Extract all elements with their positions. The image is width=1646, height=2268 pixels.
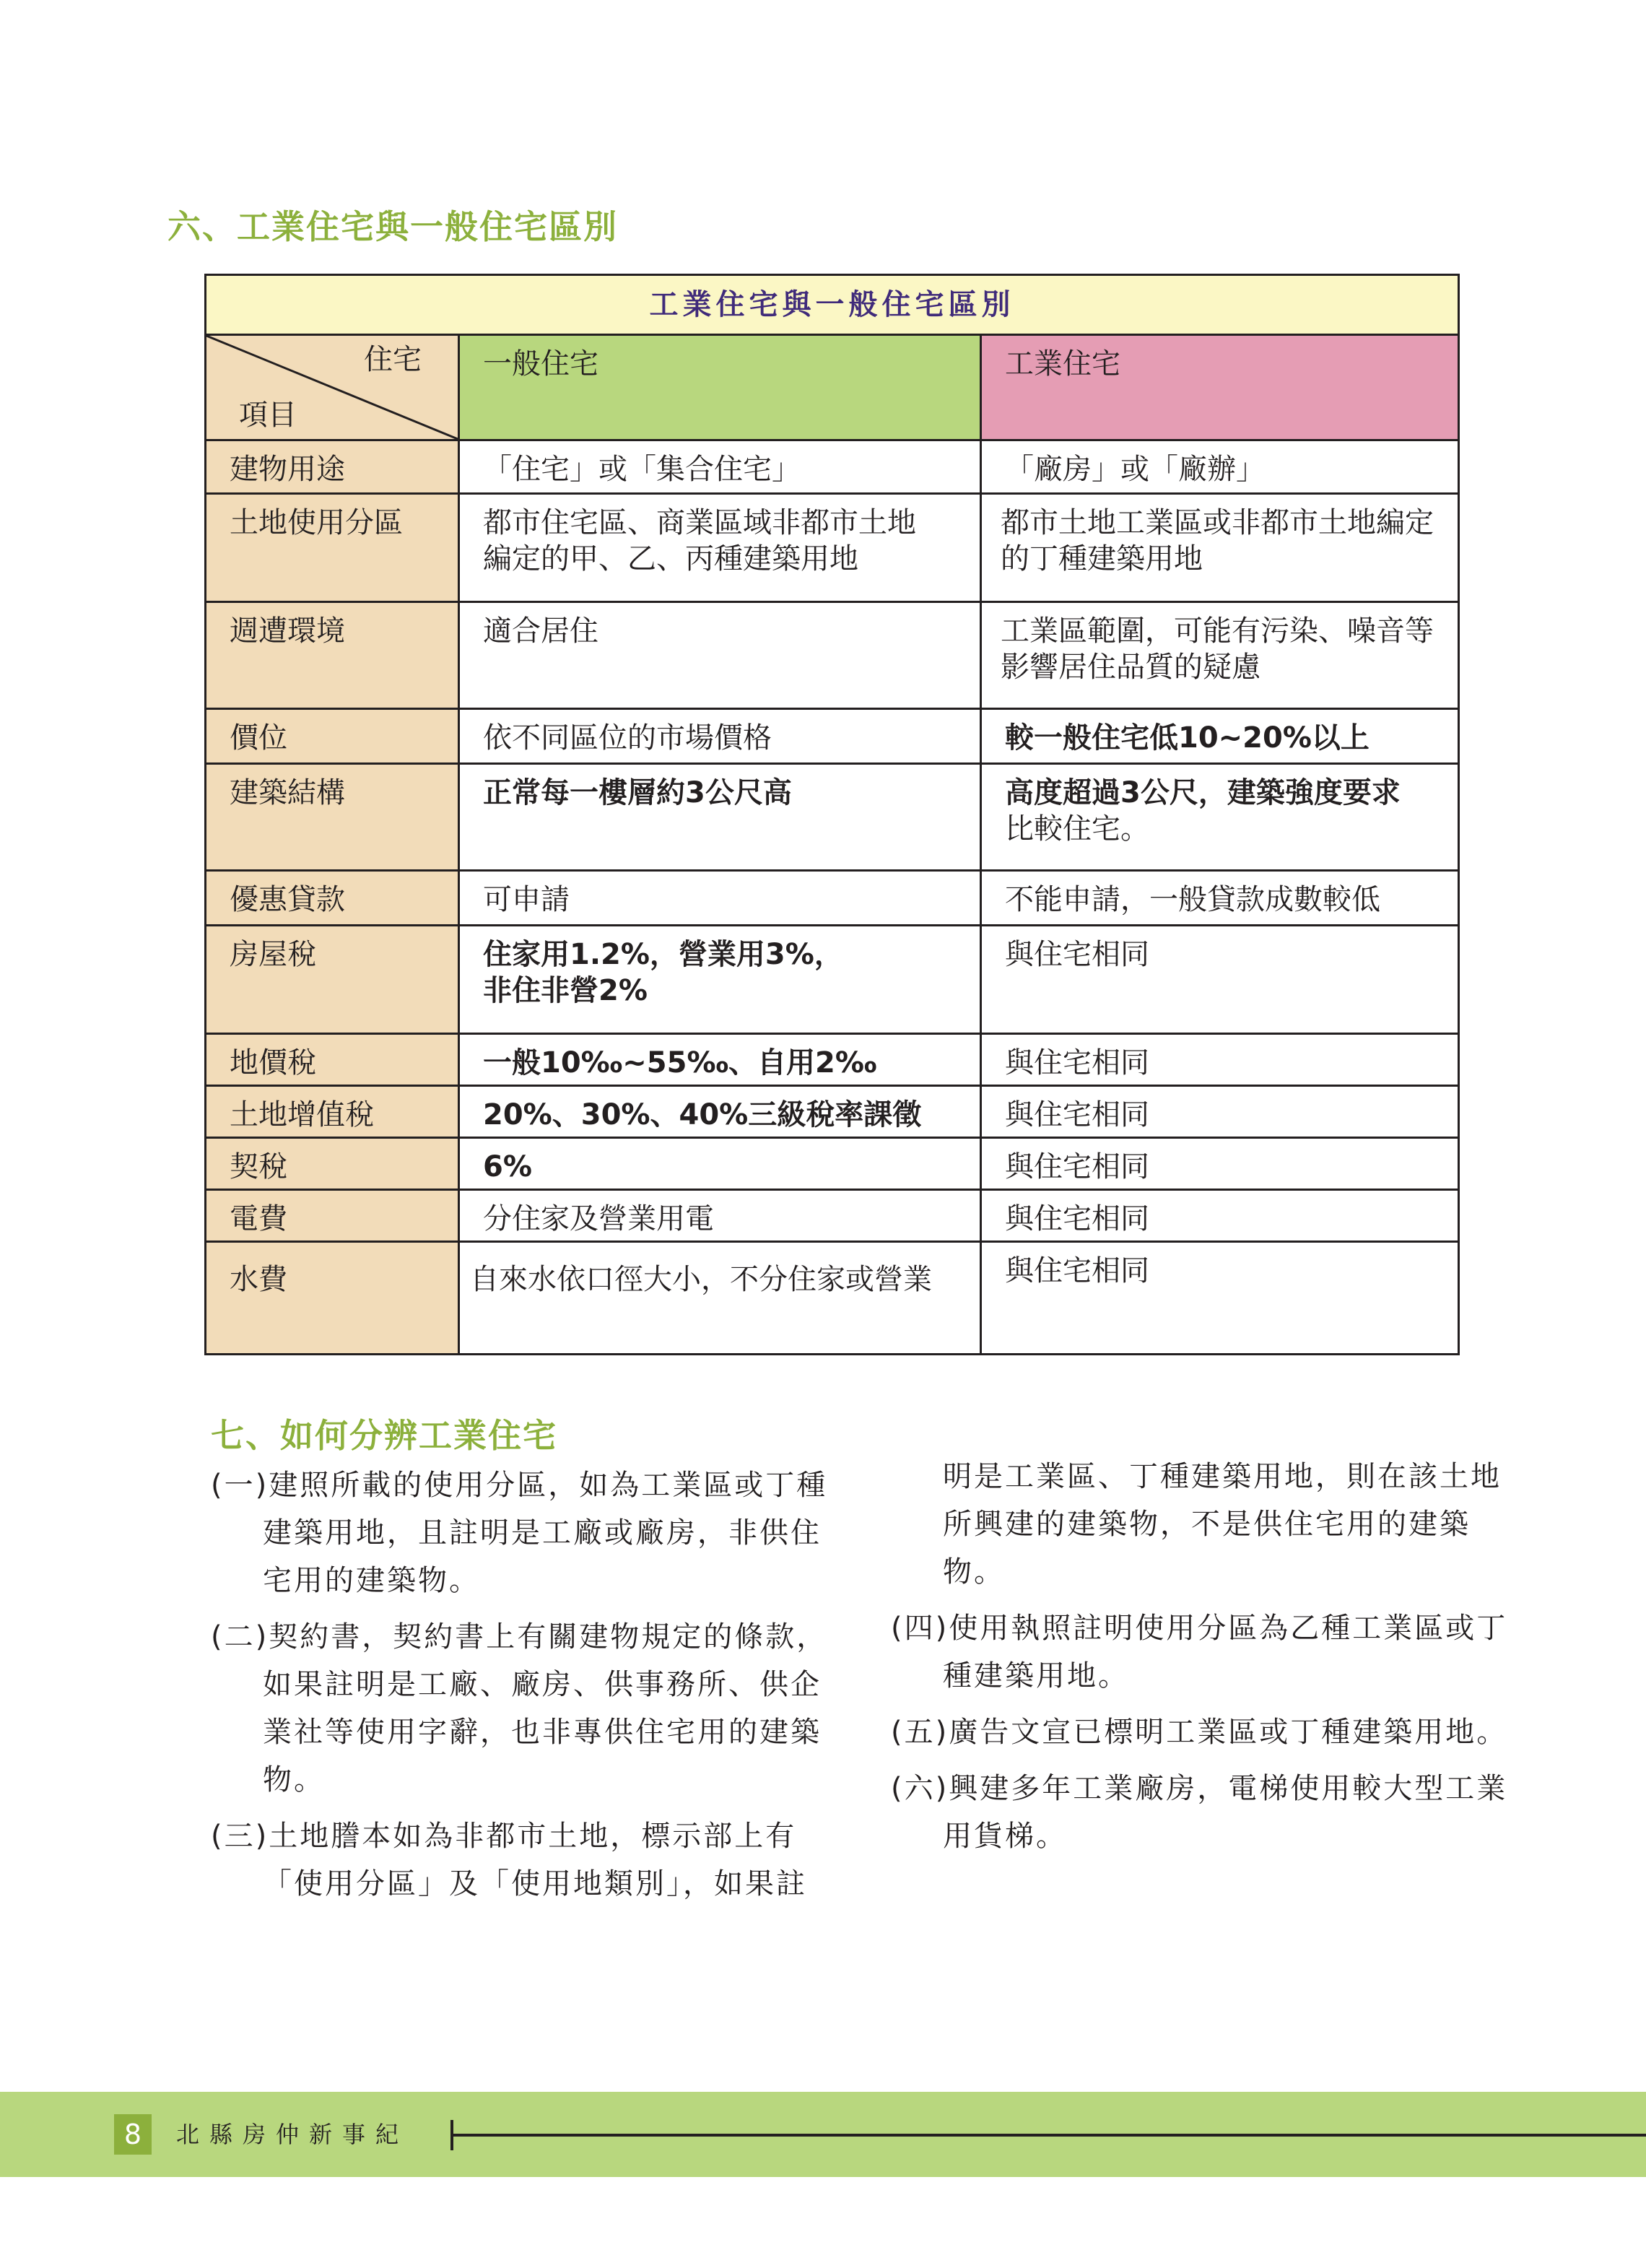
row-industrial: 與住宅相同 [981, 1242, 1459, 1355]
cell-line: 編定的甲、乙、丙種建築用地 [483, 542, 858, 575]
table-row [206, 1138, 1459, 1190]
cell-line: 比較住宅。 [1005, 812, 1149, 846]
corner-cell [206, 335, 459, 440]
row-item: 水費 [206, 1242, 459, 1355]
row-item: 建物用途 [206, 440, 459, 494]
row-normal: 正常每一樓層約3公尺高 [459, 764, 981, 871]
page-number: 8 [114, 2114, 152, 2155]
row-industrial: 與住宅相同 [981, 926, 1459, 1034]
row-item: 價位 [206, 709, 459, 764]
row-item: 契稅 [206, 1138, 459, 1190]
row-item: 優惠貸款 [206, 871, 459, 926]
cell-line: 都市土地工業區或非都市土地編定 [1001, 506, 1434, 539]
row-normal: 依不同區位的市場價格 [459, 709, 981, 764]
list-item: (三)土地謄本如為非都市土地，標示部上有「使用分區」及「使用地類別」，如果註 [211, 1820, 807, 1900]
list-item: (六)興建多年工業廠房，電梯使用較大型工業用貨梯。 [891, 1772, 1508, 1853]
row-normal: 6% [459, 1138, 981, 1190]
footer-rule [453, 2134, 1646, 2137]
list-item-continuation: 明是工業區、丁種建築用地，則在該土地所興建的建築物，不是供住宅用的建築物。 [943, 1460, 1502, 1589]
row-industrial: 不能申請，一般貸款成數較低 [981, 871, 1459, 926]
table-row [206, 602, 1459, 709]
row-industrial [981, 602, 1459, 709]
cell-line: 高度超過3公尺，建築強度要求 [1005, 776, 1401, 809]
corner-label-housing: 住宅 [364, 343, 422, 376]
header-normal-housing: 一般住宅 [459, 335, 981, 440]
text-column-left [211, 1461, 846, 1916]
table-row [206, 764, 1459, 871]
table-row [206, 1242, 1459, 1355]
header-industrial-housing: 工業住宅 [981, 335, 1459, 440]
table-row [206, 709, 1459, 764]
row-normal: 分住家及營業用電 [459, 1190, 981, 1242]
section-6-heading: 六、工業住宅與一般住宅區別 [167, 207, 618, 246]
row-industrial [981, 494, 1459, 602]
table-row [206, 1086, 1459, 1138]
table-row [206, 440, 1459, 494]
row-industrial: 較一般住宅低10~20%以上 [981, 709, 1459, 764]
row-item: 土地增值稅 [206, 1086, 459, 1138]
table-row [206, 1034, 1459, 1086]
row-normal: 「住宅」或「集合住宅」 [459, 440, 981, 494]
cell-line: 影響居住品質的疑慮 [1001, 651, 1260, 684]
table-row [206, 871, 1459, 926]
row-industrial: 與住宅相同 [981, 1190, 1459, 1242]
list-item: (四)使用執照註明使用分區為乙種工業區或丁種建築用地。 [891, 1612, 1508, 1693]
row-normal: 適合居住 [459, 602, 981, 709]
cell-line: 都市住宅區、商業區域非都市土地 [483, 506, 916, 539]
cell-line: 非住非營2% [483, 974, 648, 1007]
row-industrial: 「廠房」或「廠辦」 [981, 440, 1459, 494]
list-item: (一)建照所載的使用分區，如為工業區或丁種建築用地，且註明是工廠或廠房，非供住宅用的建築物。 [211, 1469, 828, 1597]
row-normal: 可申請 [459, 871, 981, 926]
row-industrial: 與住宅相同 [981, 1034, 1459, 1086]
row-item: 土地使用分區 [206, 494, 459, 602]
row-normal [459, 926, 981, 1034]
section-7-heading: 七、如何分辨工業住宅 [211, 1416, 557, 1455]
row-item: 電費 [206, 1190, 459, 1242]
cell-line: 工業區範圍，可能有污染、噪音等 [1001, 614, 1434, 648]
cell-line: 的丁種建築用地 [1001, 542, 1203, 575]
row-industrial: 與住宅相同 [981, 1086, 1459, 1138]
text-column-right [891, 1453, 1526, 1869]
list-item: (五)廣告文宣已標明工業區或丁種建築用地。 [891, 1716, 1508, 1749]
table-row [206, 1190, 1459, 1242]
table-row [206, 926, 1459, 1034]
row-industrial: 與住宅相同 [981, 1138, 1459, 1190]
cell-line: 住家用1.2%，營業用3%， [483, 938, 843, 971]
row-normal: 自來水依口徑大小，不分住家或營業 [459, 1242, 981, 1355]
row-normal: 一般10‰~55‰、自用2‰ [459, 1034, 981, 1086]
row-item: 建築結構 [206, 764, 459, 871]
row-item: 地價稅 [206, 1034, 459, 1086]
table-title: 工業住宅與一般住宅區別 [206, 275, 1459, 335]
row-item: 房屋稅 [206, 926, 459, 1034]
list-item: (二)契約書，契約書上有關建物規定的條款，如果註明是工廠、廠房、供事務所、供企業社等使用字辭，也非專供住宅用的建築物。 [211, 1620, 828, 1796]
magazine-title: 北縣房仲新事紀 [176, 2121, 409, 2148]
row-normal: 20%、30%、40%三級稅率課徵 [459, 1086, 981, 1138]
corner-label-item: 項目 [239, 399, 297, 432]
row-industrial [981, 764, 1459, 871]
table-row [206, 494, 1459, 602]
comparison-table [204, 274, 1460, 1355]
row-item: 週遭環境 [206, 602, 459, 709]
row-normal [459, 494, 981, 602]
